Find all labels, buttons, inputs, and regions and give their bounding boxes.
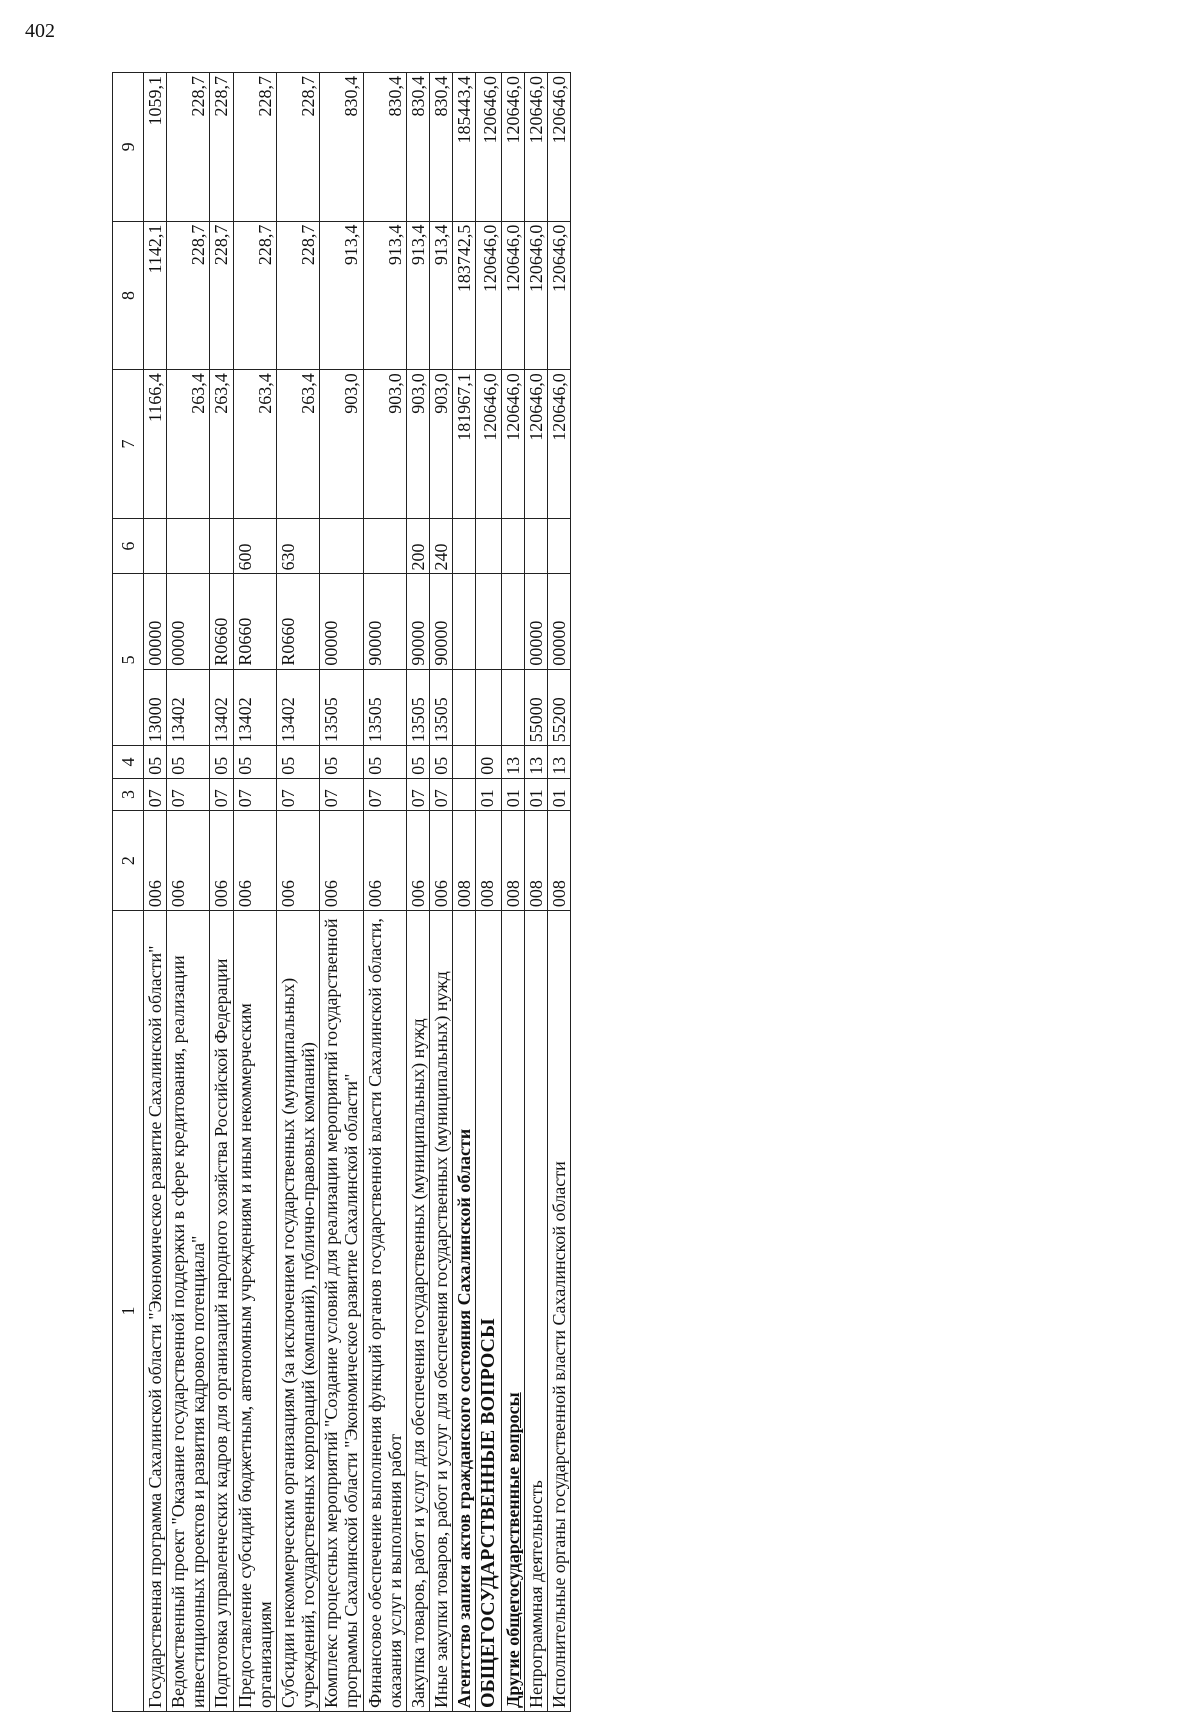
cell-c6: 630 xyxy=(276,518,319,574)
cell-c5a: 55200 xyxy=(548,669,571,746)
cell-c6: 240 xyxy=(430,518,453,574)
cell-c9: 830,4 xyxy=(406,73,429,222)
cell-c7: 903,0 xyxy=(406,370,429,519)
cell-c5a: 13505 xyxy=(406,669,429,746)
table-row xyxy=(210,73,233,1712)
cell-c3: 01 xyxy=(476,778,501,811)
cell-c5b: R0660 xyxy=(210,574,233,669)
table-row xyxy=(363,73,406,1712)
cell-c5b: 00000 xyxy=(524,574,547,669)
row-name-cell: ОБЩЕГОСУДАРСТВЕННЫЕ ВОПРОСЫ xyxy=(476,911,501,1712)
cell-c5b: 00000 xyxy=(320,574,363,669)
cell-c8: 913,4 xyxy=(320,221,363,370)
cell-c2: 008 xyxy=(501,811,524,911)
cell-c6 xyxy=(476,518,501,574)
cell-c9: 1059,1 xyxy=(144,73,167,222)
cell-c5a: 13402 xyxy=(210,669,233,746)
header-col-1: 1 xyxy=(113,911,144,1712)
header-col-3: 3 xyxy=(113,778,144,811)
cell-c3: 07 xyxy=(320,778,363,811)
cell-c7: 1166,4 xyxy=(144,370,167,519)
cell-c3: 07 xyxy=(167,778,210,811)
row-name-cell: Иные закупки товаров, работ и услуг для обеспечения государственных (муниципальных) нужд xyxy=(430,911,453,1712)
table-row xyxy=(501,73,524,1712)
cell-c3: 07 xyxy=(276,778,319,811)
table-row xyxy=(476,73,501,1712)
cell-c8: 913,4 xyxy=(430,221,453,370)
row-name-cell: Агентство записи актов гражданского состояния Сахалинской области xyxy=(453,911,476,1712)
header-col-5: 5 xyxy=(113,574,144,746)
cell-c5a: 13402 xyxy=(233,669,276,746)
budget-table-container xyxy=(112,12,1032,1712)
table-row xyxy=(276,73,319,1712)
cell-c6 xyxy=(453,518,476,574)
cell-c5a xyxy=(501,669,524,746)
cell-c9: 228,7 xyxy=(167,73,210,222)
cell-c8: 120646,0 xyxy=(524,221,547,370)
cell-c9: 120646,0 xyxy=(524,73,547,222)
page-number: 402 xyxy=(25,20,55,42)
cell-c5a: 13505 xyxy=(320,669,363,746)
cell-c4: 13 xyxy=(501,746,524,779)
cell-c7: 263,4 xyxy=(276,370,319,519)
cell-c4: 05 xyxy=(363,746,406,779)
cell-c2: 006 xyxy=(144,811,167,911)
cell-c5b: 90000 xyxy=(430,574,453,669)
header-col-4: 4 xyxy=(113,746,144,779)
cell-c7: 120646,0 xyxy=(501,370,524,519)
cell-c3: 07 xyxy=(144,778,167,811)
header-col-7: 7 xyxy=(113,370,144,519)
header-col-6: 6 xyxy=(113,518,144,574)
table-row xyxy=(524,73,547,1712)
cell-c5b: R0660 xyxy=(233,574,276,669)
cell-c6 xyxy=(320,518,363,574)
cell-c5b: 00000 xyxy=(144,574,167,669)
cell-c3 xyxy=(453,778,476,811)
cell-c7: 903,0 xyxy=(320,370,363,519)
table-row xyxy=(144,73,167,1712)
cell-c9: 228,7 xyxy=(276,73,319,222)
cell-c3: 01 xyxy=(501,778,524,811)
cell-c5a xyxy=(453,669,476,746)
row-name-cell: Субсидии некоммерческим организациям (за исключением государственных (муниципальных) учреждений, государственных корпораций (компаний), публично-правовых компаний) xyxy=(276,911,319,1712)
cell-c5a: 13505 xyxy=(430,669,453,746)
row-name-cell: Подготовка управленческих кадров для организаций народного хозяйства Российской Федерации xyxy=(210,911,233,1712)
cell-c5b xyxy=(476,574,501,669)
cell-c9: 830,4 xyxy=(320,73,363,222)
cell-c7: 263,4 xyxy=(210,370,233,519)
cell-c8: 228,7 xyxy=(233,221,276,370)
row-name-cell: Непрограммная деятельность xyxy=(524,911,547,1712)
cell-c4: 05 xyxy=(406,746,429,779)
cell-c8: 228,7 xyxy=(210,221,233,370)
cell-c2: 006 xyxy=(363,811,406,911)
cell-c2: 006 xyxy=(233,811,276,911)
cell-c9: 228,7 xyxy=(233,73,276,222)
cell-c2: 006 xyxy=(167,811,210,911)
cell-c4: 13 xyxy=(548,746,571,779)
cell-c9: 185443,4 xyxy=(453,73,476,222)
cell-c9: 228,7 xyxy=(210,73,233,222)
cell-c6 xyxy=(501,518,524,574)
cell-c2: 006 xyxy=(406,811,429,911)
cell-c6: 200 xyxy=(406,518,429,574)
cell-c3: 07 xyxy=(363,778,406,811)
cell-c8: 228,7 xyxy=(276,221,319,370)
cell-c6 xyxy=(363,518,406,574)
row-name-cell: Комплекс процессных мероприятий "Создание условий для реализации мероприятий государственной программы Сахалинской области "Экономическое развитие Сахалинской области" xyxy=(320,911,363,1712)
table-row xyxy=(167,73,210,1712)
cell-c5a: 13402 xyxy=(276,669,319,746)
cell-c7: 263,4 xyxy=(233,370,276,519)
cell-c4: 00 xyxy=(476,746,501,779)
cell-c6 xyxy=(144,518,167,574)
cell-c5a xyxy=(476,669,501,746)
row-name-cell: Предоставление субсидий бюджетным, автономным учреждениям и иным некоммерческим организациям xyxy=(233,911,276,1712)
cell-c7: 903,0 xyxy=(363,370,406,519)
header-row xyxy=(113,73,144,1712)
cell-c4: 05 xyxy=(210,746,233,779)
cell-c5b: 00000 xyxy=(548,574,571,669)
cell-c5b: 00000 xyxy=(167,574,210,669)
cell-c2: 006 xyxy=(320,811,363,911)
cell-c7: 120646,0 xyxy=(476,370,501,519)
cell-c4: 05 xyxy=(144,746,167,779)
cell-c9: 830,4 xyxy=(430,73,453,222)
cell-c5b xyxy=(453,574,476,669)
cell-c5b: 90000 xyxy=(406,574,429,669)
cell-c2: 006 xyxy=(210,811,233,911)
cell-c4: 05 xyxy=(320,746,363,779)
cell-c3: 07 xyxy=(430,778,453,811)
cell-c3: 07 xyxy=(233,778,276,811)
cell-c8: 228,7 xyxy=(167,221,210,370)
row-name-cell: Другие общегосударственные вопросы xyxy=(501,911,524,1712)
header-col-9: 9 xyxy=(113,73,144,222)
cell-c4: 05 xyxy=(233,746,276,779)
cell-c2: 006 xyxy=(276,811,319,911)
cell-c5a: 13402 xyxy=(167,669,210,746)
cell-c9: 120646,0 xyxy=(476,73,501,222)
cell-c5b: R0660 xyxy=(276,574,319,669)
cell-c2: 008 xyxy=(453,811,476,911)
cell-c2: 008 xyxy=(548,811,571,911)
cell-c6 xyxy=(210,518,233,574)
cell-c5b xyxy=(501,574,524,669)
cell-c5a: 13000 xyxy=(144,669,167,746)
budget-table xyxy=(112,72,571,1712)
row-name-cell: Ведомственный проект "Оказание государственной поддержки в сфере кредитования, реализации инвестиционных проектов и развития кадрового потенциала" xyxy=(167,911,210,1712)
cell-c7: 903,0 xyxy=(430,370,453,519)
header-col-8: 8 xyxy=(113,221,144,370)
cell-c9: 120646,0 xyxy=(548,73,571,222)
cell-c7: 263,4 xyxy=(167,370,210,519)
row-name-cell: Государственная программа Сахалинской области "Экономическое развитие Сахалинской области" xyxy=(144,911,167,1712)
cell-c2: 008 xyxy=(524,811,547,911)
table-row xyxy=(430,73,453,1712)
cell-c8: 913,4 xyxy=(363,221,406,370)
cell-c9: 830,4 xyxy=(363,73,406,222)
cell-c8: 120646,0 xyxy=(501,221,524,370)
row-name-cell: Финансовое обеспечение выполнения функций органов государственной власти Сахалинской области, оказания услуг и выполнения работ xyxy=(363,911,406,1712)
cell-c4: 05 xyxy=(430,746,453,779)
cell-c5a: 55000 xyxy=(524,669,547,746)
cell-c8: 183742,5 xyxy=(453,221,476,370)
cell-c2: 006 xyxy=(430,811,453,911)
cell-c4 xyxy=(453,746,476,779)
cell-c8: 120646,0 xyxy=(548,221,571,370)
cell-c6: 600 xyxy=(233,518,276,574)
cell-c6 xyxy=(524,518,547,574)
cell-c3: 01 xyxy=(548,778,571,811)
cell-c3: 01 xyxy=(524,778,547,811)
table-body xyxy=(144,73,571,1712)
cell-c4: 05 xyxy=(167,746,210,779)
cell-c7: 181967,1 xyxy=(453,370,476,519)
cell-c8: 1142,1 xyxy=(144,221,167,370)
cell-c6 xyxy=(167,518,210,574)
cell-c7: 120646,0 xyxy=(524,370,547,519)
cell-c8: 120646,0 xyxy=(476,221,501,370)
cell-c8: 913,4 xyxy=(406,221,429,370)
table-row xyxy=(320,73,363,1712)
cell-c3: 07 xyxy=(210,778,233,811)
cell-c2: 008 xyxy=(476,811,501,911)
table-row xyxy=(453,73,476,1712)
cell-c7: 120646,0 xyxy=(548,370,571,519)
table-row xyxy=(548,73,571,1712)
cell-c6 xyxy=(548,518,571,574)
row-name-cell: Исполнительные органы государственной власти Сахалинской области xyxy=(548,911,571,1712)
cell-c5a: 13505 xyxy=(363,669,406,746)
cell-c4: 05 xyxy=(276,746,319,779)
row-name-cell: Закупка товаров, работ и услуг для обеспечения государственных (муниципальных) нужд xyxy=(406,911,429,1712)
cell-c3: 07 xyxy=(406,778,429,811)
header-col-2: 2 xyxy=(113,811,144,911)
cell-c9: 120646,0 xyxy=(501,73,524,222)
cell-c4: 13 xyxy=(524,746,547,779)
cell-c5b: 90000 xyxy=(363,574,406,669)
table-row xyxy=(233,73,276,1712)
table-row xyxy=(406,73,429,1712)
